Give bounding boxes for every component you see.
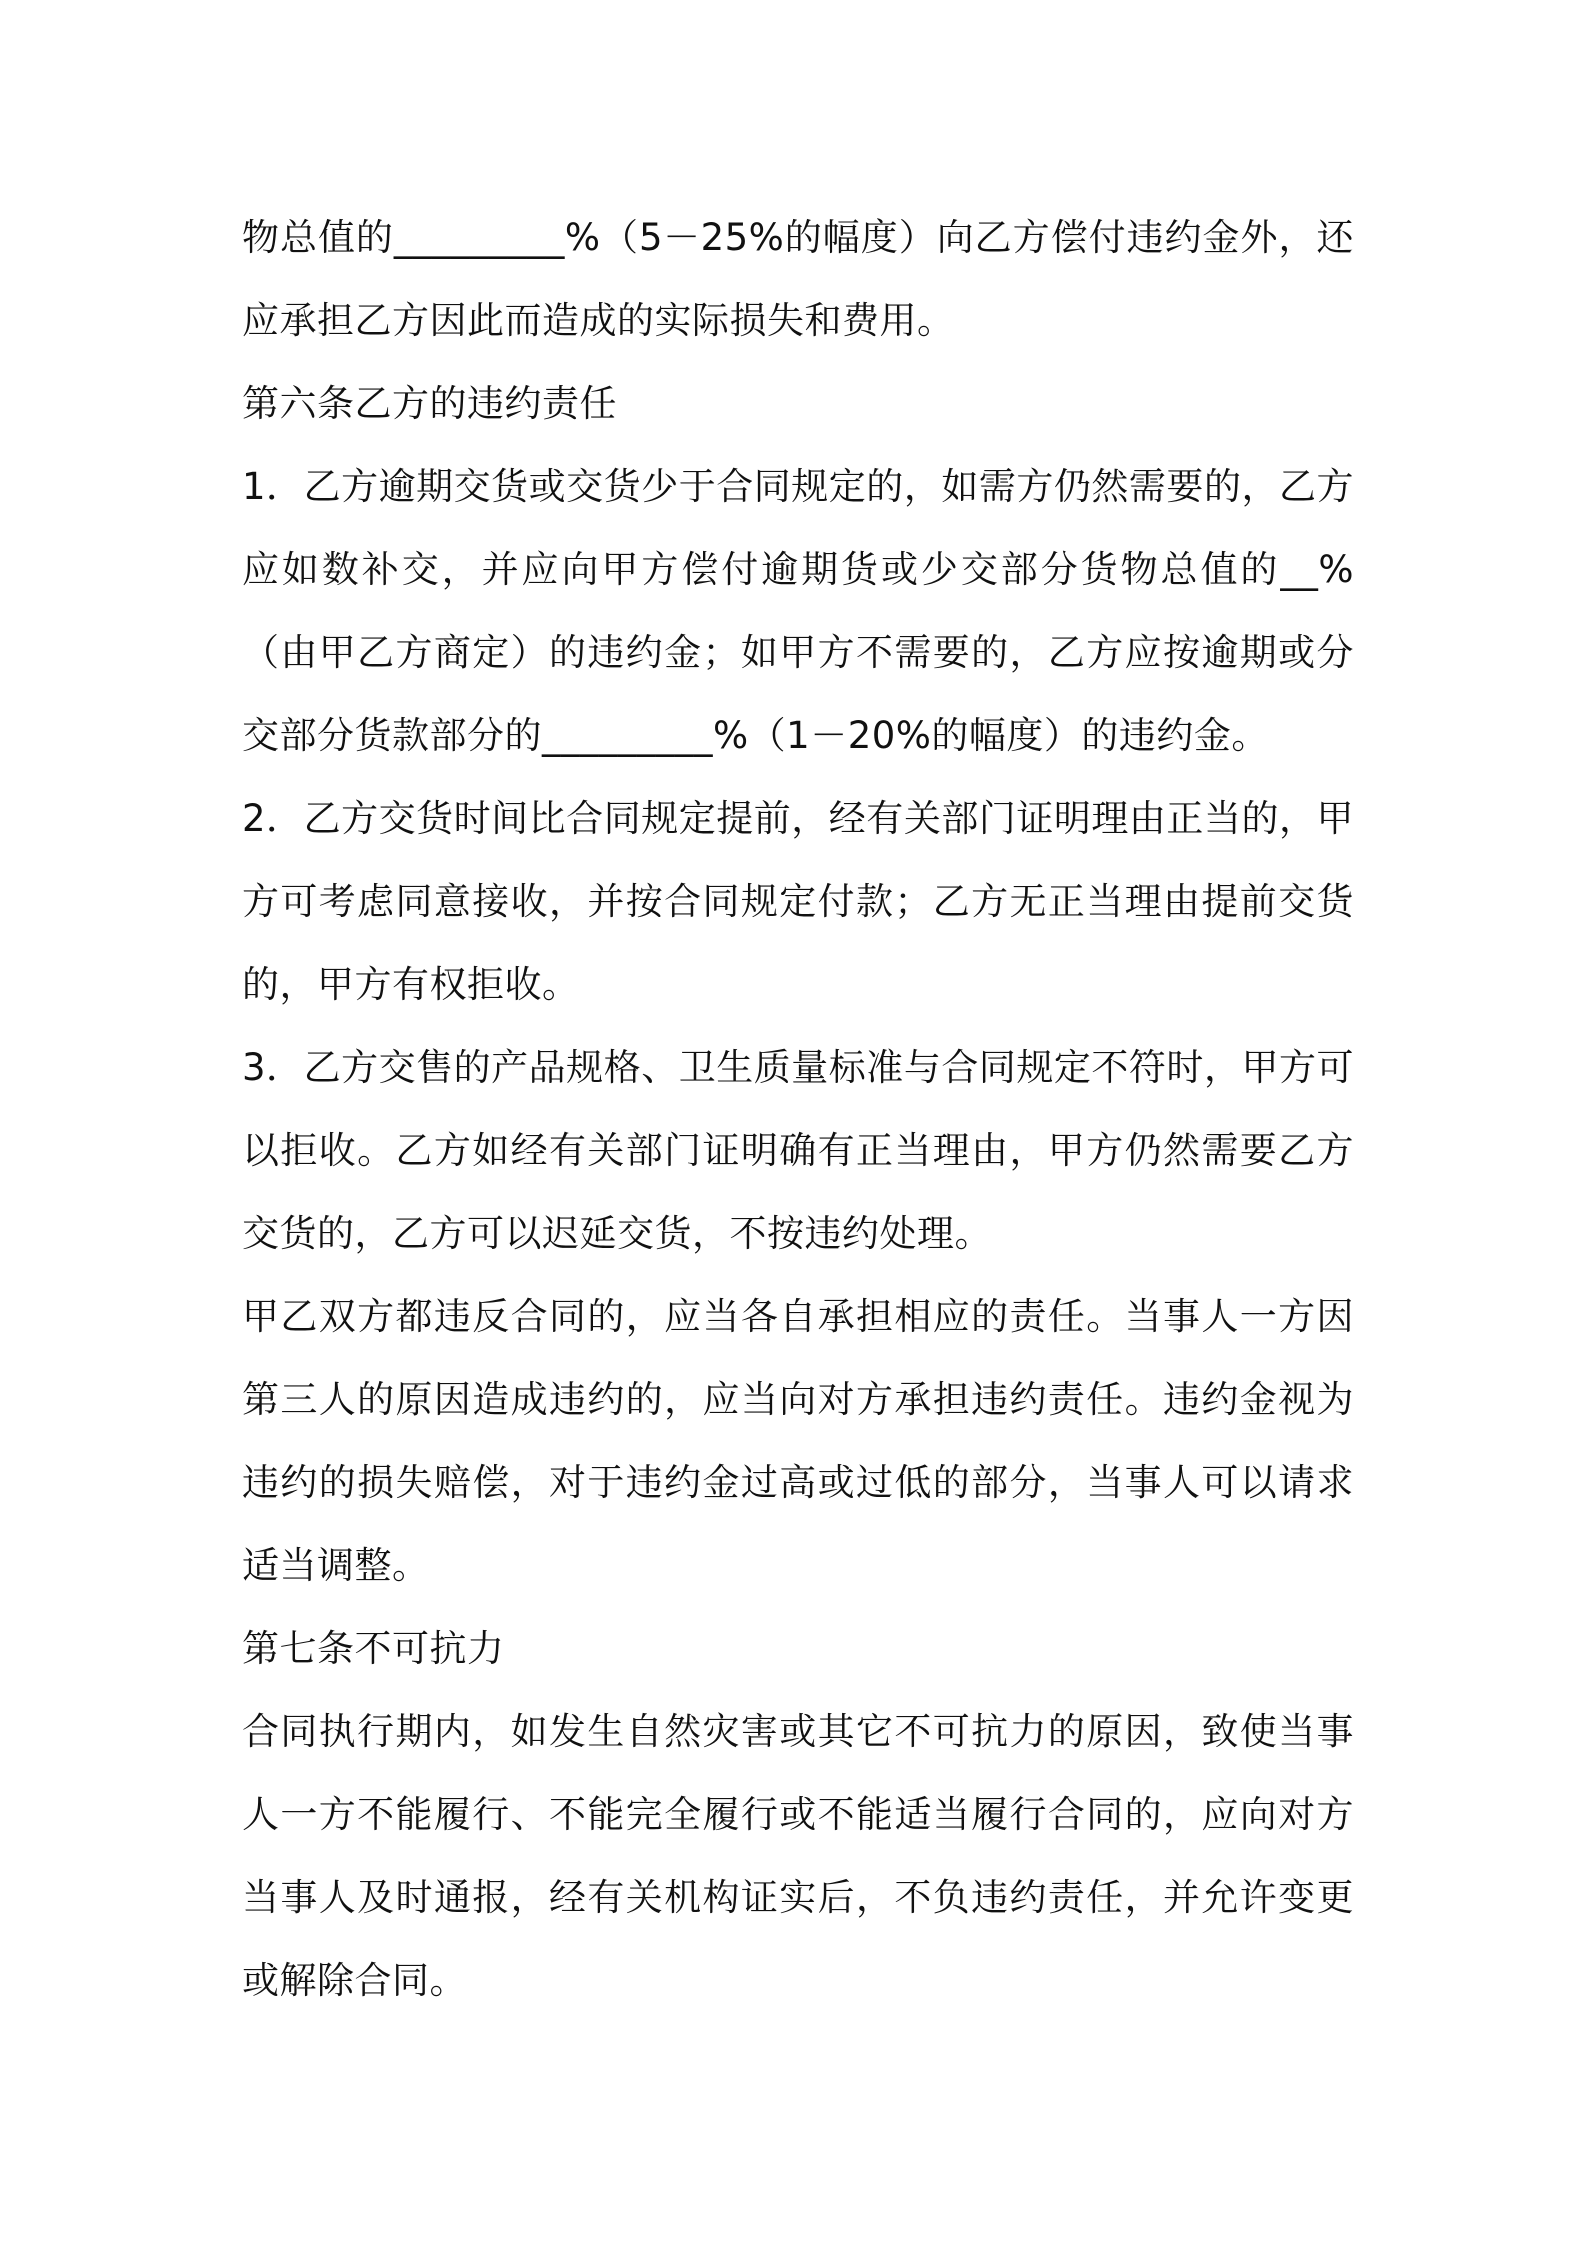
- heading-article-7: 第七条不可抗力: [242, 1627, 505, 1670]
- paragraph-clause-6-1: 1．乙方逾期交货或交货少于合同规定的，如需方仍然需要的，乙方应如数补交，并应向甲方偿付逾期货或少交部分货物总值的__%（由甲乙方商定）的违约金；如甲方不需要的，乙方应按逾期或分交部分货款部分的_________%（1－20%的幅度）的违约金。: [242, 465, 1354, 757]
- document-body: [242, 196, 1354, 2022]
- heading-article-6: 第六条乙方的违约责任: [242, 382, 617, 425]
- paragraph-force-majeure: 合同执行期内，如发生自然灾害或其它不可抗力的原因，致使当事人一方不能履行、不能完全履行或不能适当履行合同的，应向对方当事人及时通报，经有关机构证实后，不负违约责任，并允许变更或解除合同。: [242, 1710, 1354, 2002]
- paragraph-liability-continuation: 物总值的_________%（5－25%的幅度）向乙方偿付违约金外，还应承担乙方因此而造成的实际损失和费用。: [242, 216, 1354, 342]
- paragraph-clause-6-3: 3．乙方交售的产品规格、卫生质量标准与合同规定不符时，甲方可以拒收。乙方如经有关部门证明确有正当理由，甲方仍然需要乙方交货的，乙方可以迟延交货，不按违约处理。: [242, 1046, 1354, 1255]
- paragraph-clause-6-2: 2．乙方交货时间比合同规定提前，经有关部门证明理由正当的，甲方可考虑同意接收，并按合同规定付款；乙方无正当理由提前交货的，甲方有权拒收。: [242, 797, 1354, 1006]
- paragraph-mutual-breach: 甲乙双方都违反合同的，应当各自承担相应的责任。当事人一方因第三人的原因造成违约的，应当向对方承担违约责任。违约金视为违约的损失赔偿，对于违约金过高或过低的部分，当事人可以请求适当调整。: [242, 1295, 1354, 1587]
